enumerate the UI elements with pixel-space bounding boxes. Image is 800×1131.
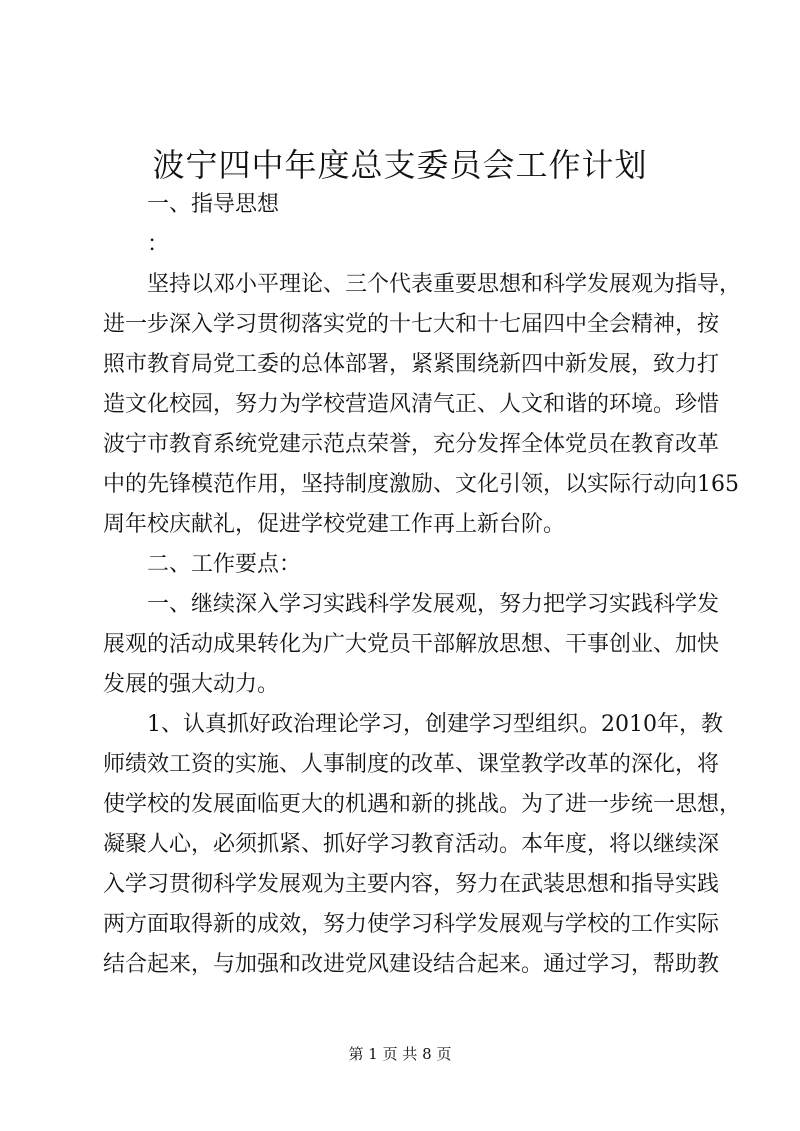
- paragraph-line: 两方面取得新的成效，努力使学习科学发展观与学校的工作实际: [103, 912, 720, 937]
- paragraph-line: 师绩效工资的实施、人事制度的改革、课堂教学改革的深化，将: [103, 752, 720, 777]
- paragraph-line: 1、认真抓好政治理论学习，创建学习型组织。2010年，教: [147, 712, 723, 737]
- paragraph-line: 凝聚人心，必须抓紧、抓好学习教育活动。本年度，将以继续深: [103, 832, 720, 857]
- paragraph-line: 一、继续深入学习实践科学发展观，努力把学习实践科学发: [147, 592, 720, 617]
- paragraph-line: 进一步深入学习贯彻落实党的十七大和十七届四中全会精神，按: [103, 312, 720, 337]
- paragraph-line: 结合起来，与加强和改进党风建设结合起来。通过学习，帮助教: [103, 952, 720, 977]
- page-number-footer: 第 1 页 共 8 页: [348, 1045, 452, 1063]
- paragraph-line: 造文化校园，努力为学校营造风清气正、人文和谐的环境。珍惜: [103, 392, 720, 417]
- colon-line: ：: [147, 232, 170, 257]
- paragraph-line: 中的先锋模范作用，坚持制度激励、文化引领，以实际行动向165: [103, 472, 739, 497]
- paragraph-line: 坚持以邓小平理论、三个代表重要思想和科学发展观为指导，: [147, 272, 742, 297]
- paragraph-line: 入学习贯彻科学发展观为主要内容，努力在武装思想和指导实践: [103, 872, 720, 897]
- document-body: [103, 185, 742, 985]
- paragraph-line: 展观的活动成果转化为广大党员干部解放思想、干事创业、加快: [103, 632, 720, 657]
- paragraph-line: 发展的强大动力。: [103, 672, 280, 697]
- paragraph-line: 波宁市教育系统党建示范点荣誉，充分发挥全体党员在教育改革: [103, 432, 720, 457]
- paragraph-line: 周年校庆献礼，促进学校党建工作再上新台阶。: [103, 512, 566, 537]
- section-heading-work-points: 二、工作要点：: [147, 552, 302, 577]
- paragraph-line: 照市教育局党工委的总体部署，紧紧围绕新四中新发展，致力打: [103, 352, 720, 377]
- paragraph-line: 使学校的发展面临更大的机遇和新的挑战。为了进一步统一思想，: [103, 792, 742, 817]
- section-heading-guiding-thought: 一、指导思想: [147, 192, 280, 217]
- document-title: 波宁四中年度总支委员会工作计划: [152, 146, 648, 184]
